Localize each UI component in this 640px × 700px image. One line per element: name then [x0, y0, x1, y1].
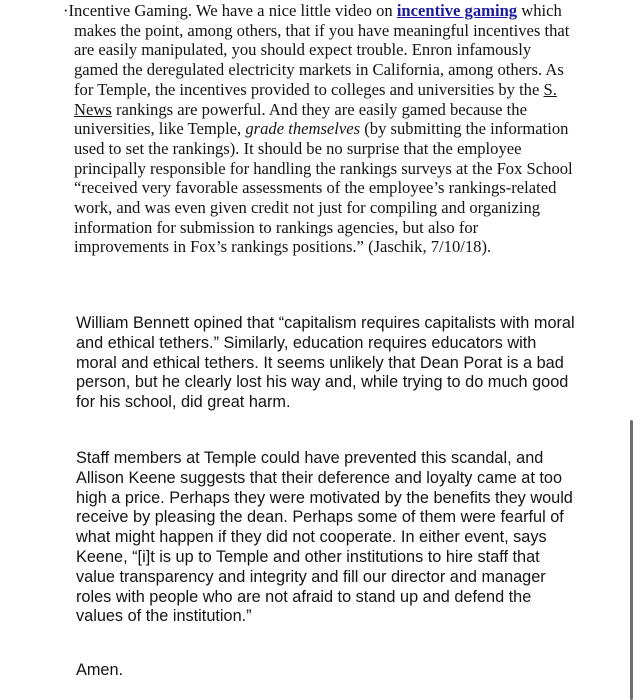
bullet-lead-text: Incentive Gaming. We have a nice little video on: [68, 1, 397, 20]
bullet-marker: ·: [63, 1, 69, 20]
bullet-paragraph: [54, 1, 574, 257]
bullet-text-after-link: which makes the point, among others, that if you have meaningful incentives that are easily manipulated, you should expect trouble. Enron infamously gamed the deregulated electricity markets in California, among others. As for Temple, the incentives provided to colleges and universities by the: [74, 1, 570, 99]
vertical-scrollbar[interactable]: [630, 420, 633, 700]
paragraph-amen: Amen.: [76, 661, 124, 679]
grade-themselves-emphasis: grade themselves: [245, 119, 361, 139]
incentive-gaming-link[interactable]: incentive gaming: [396, 1, 518, 20]
usnews-link[interactable]: S. News: [74, 79, 557, 119]
bullet-text-after-usnews: rankings are powerful. And they are easily gamed because the universities, like Temple,: [74, 99, 527, 139]
paragraph-staff-members: Staff members at Temple could have prevented this scandal, and Allison Keene suggests that their deference and loyalty came at too high a price. Perhaps they were motivated by the benefits they would receive by pleasing the dean. Perhaps some of them were fearful of what might happen if they did not cooperate. In either event, says Keene, “[i]t is up to Temple and other institutions to hire staff that value transparency and integrity and fill our director and manager roles with people who are not afraid to stand up and defend the values of the institution.”: [76, 449, 573, 626]
bullet-text-after-italic: (by submitting the information used to set the rankings). It should be no surprise that the employee principally responsible for handling the rankings surveys at the Fox School “received very favorable assessments of the employee’s rankings-related work, and was even given credit not just for compiling and organizing information for submission to rankings agencies, but also for improvements in Fox’s rankings positions.” (Jaschik, 7/10/18).: [74, 119, 573, 257]
paragraph-bennett: William Bennett opined that “capitalism requires capitalists with moral and ethical tethers.” Similarly, education requires educators with moral and ethical tethers. It seems unlikely that Dean Porat is a bad person, but he clearly lost his way and, while trying to do much good for his school, did great harm.: [76, 314, 575, 412]
bullet-incentive-gaming: [54, 1, 574, 257]
